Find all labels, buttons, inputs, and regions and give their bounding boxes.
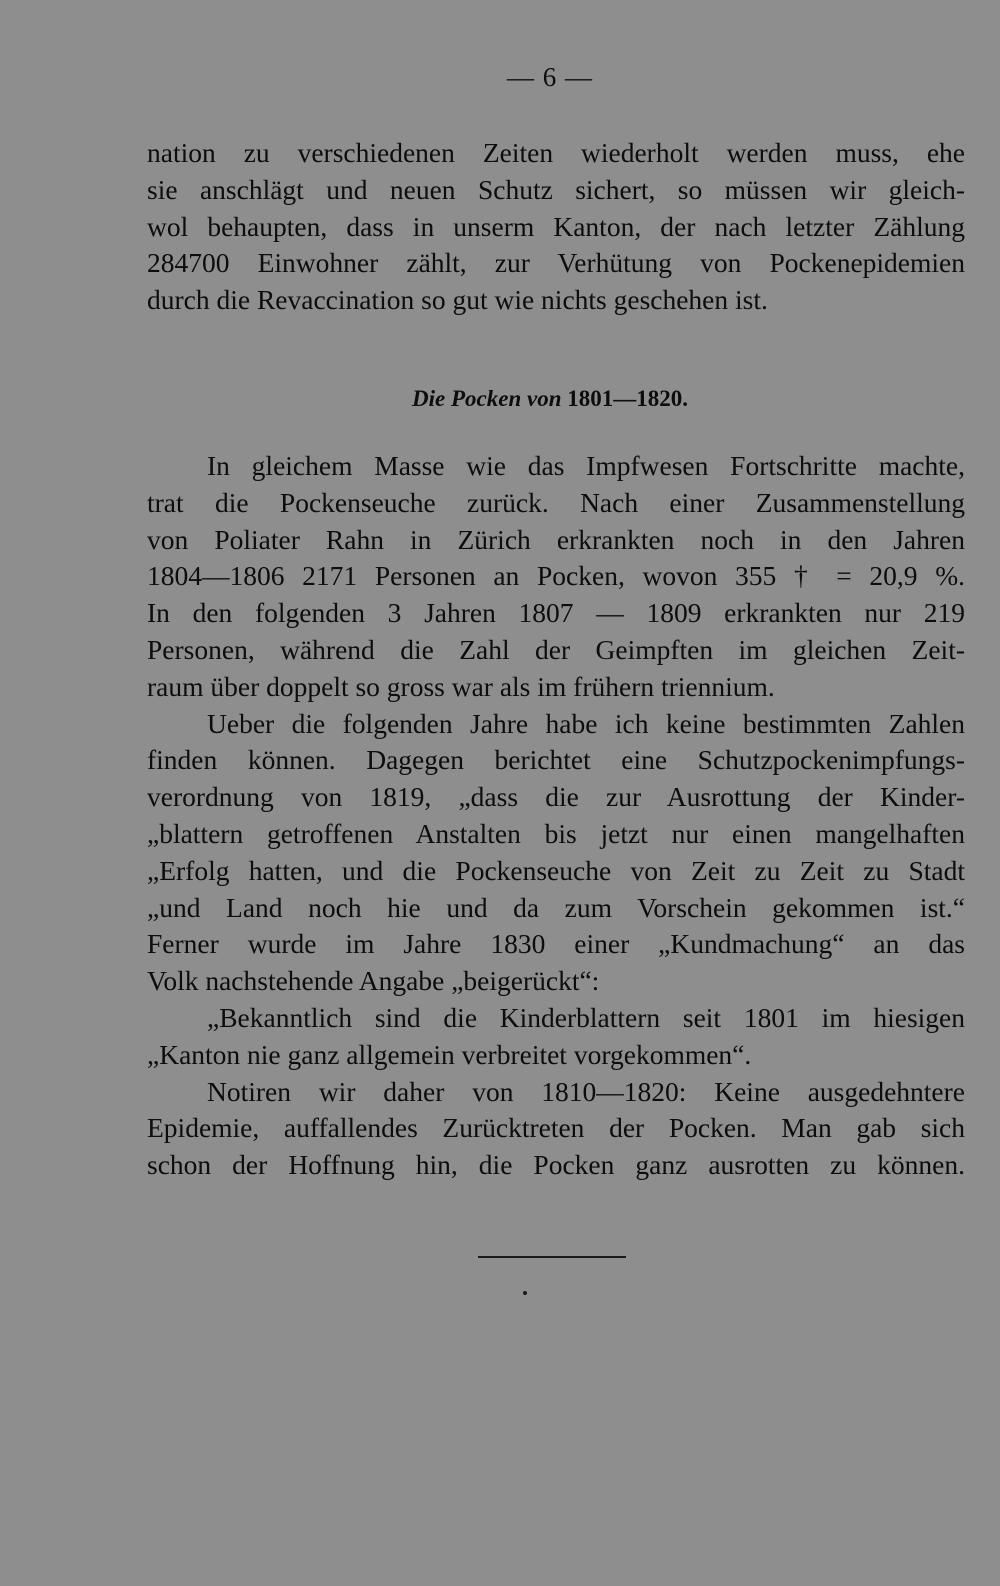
text-line: sie anschlägt und neuen Schutz sichert, so müssen wir gleich- (147, 173, 965, 205)
section-body (147, 448, 965, 1184)
text-line: „Erfolg hatten, und die Pockenseuche von Zeit zu Zeit zu Stadt (147, 854, 965, 886)
text-line: durch die Revaccination so gut wie nichts geschehen ist. (147, 284, 768, 316)
text-line: finden können. Dagegen berichtet eine Schutzpockenimpfungs- (147, 744, 965, 776)
text-line: Ferner wurde im Jahre 1830 einer „Kundmachung“ an das (147, 928, 965, 960)
section-heading (0, 386, 1000, 412)
text-line: Volk nachstehende Angabe „beigerückt“: (147, 965, 600, 997)
text-line: schon der Hoffnung hin, die Pocken ganz ausrotten zu können. (147, 1149, 965, 1181)
text-line: „Kanton nie ganz allgemein verbreitet vorgekommen“. (147, 1038, 752, 1070)
text-line: In gleichem Masse wie das Impfwesen Fortschritte machte, (207, 450, 965, 481)
text-line: Notiren wir daher von 1810—1820: Keine ausgedehntere (207, 1075, 965, 1107)
text-line: In den folgenden 3 Jahren 1807 — 1809 erkrankten nur 219 (147, 597, 965, 629)
text-line: trat die Pockenseuche zurück. Nach einer Zusammenstellung (147, 486, 965, 518)
text-line: Ueber die folgenden Jahre habe ich keine bestimmten Zahlen (207, 707, 965, 739)
ink-dot (523, 1291, 527, 1295)
text-line: von Poliater Rahn in Zürich erkrankten noch in den Jahren (147, 523, 965, 555)
text-line: „Bekanntlich sind die Kinderblattern seit 1801 im hiesigen (207, 1001, 965, 1033)
text-line: verordnung von 1819, „dass die zur Ausrottung der Kinder- (147, 781, 965, 813)
section-heading-title: Die Pocken von (412, 386, 562, 411)
paragraph-intro (147, 135, 965, 319)
text-line: raum über doppelt so gross war als im frühern triennium. (147, 670, 775, 702)
text-line: nation zu verschiedenen Zeiten wiederholt werden muss, ehe (147, 137, 965, 168)
text-line: 1804—1806 2171 Personen an Pocken, wovon 355 † = 20,9 %. (147, 560, 965, 592)
page-number: — 6 — (507, 62, 593, 92)
text-line: Personen, während die Zahl der Geimpften im gleichen Zeit- (147, 633, 965, 665)
closing-rule (478, 1256, 626, 1258)
text-line: „und Land noch hie und da zum Vorschein gekommen ist.“ (147, 891, 965, 923)
text-line: „blattern getroffenen Anstalten bis jetzt nur einen mangelhaften (147, 817, 965, 849)
text-line: wol behaupten, dass in unserm Kanton, der nach letzter Zählung (147, 210, 965, 242)
text-line: Epidemie, auffallendes Zurücktreten der Pocken. Man gab sich (147, 1112, 965, 1144)
section-heading-years: 1801—1820. (567, 386, 688, 411)
text-line: 284700 Einwohner zählt, zur Verhütung von Pockenepidemien (147, 247, 965, 279)
